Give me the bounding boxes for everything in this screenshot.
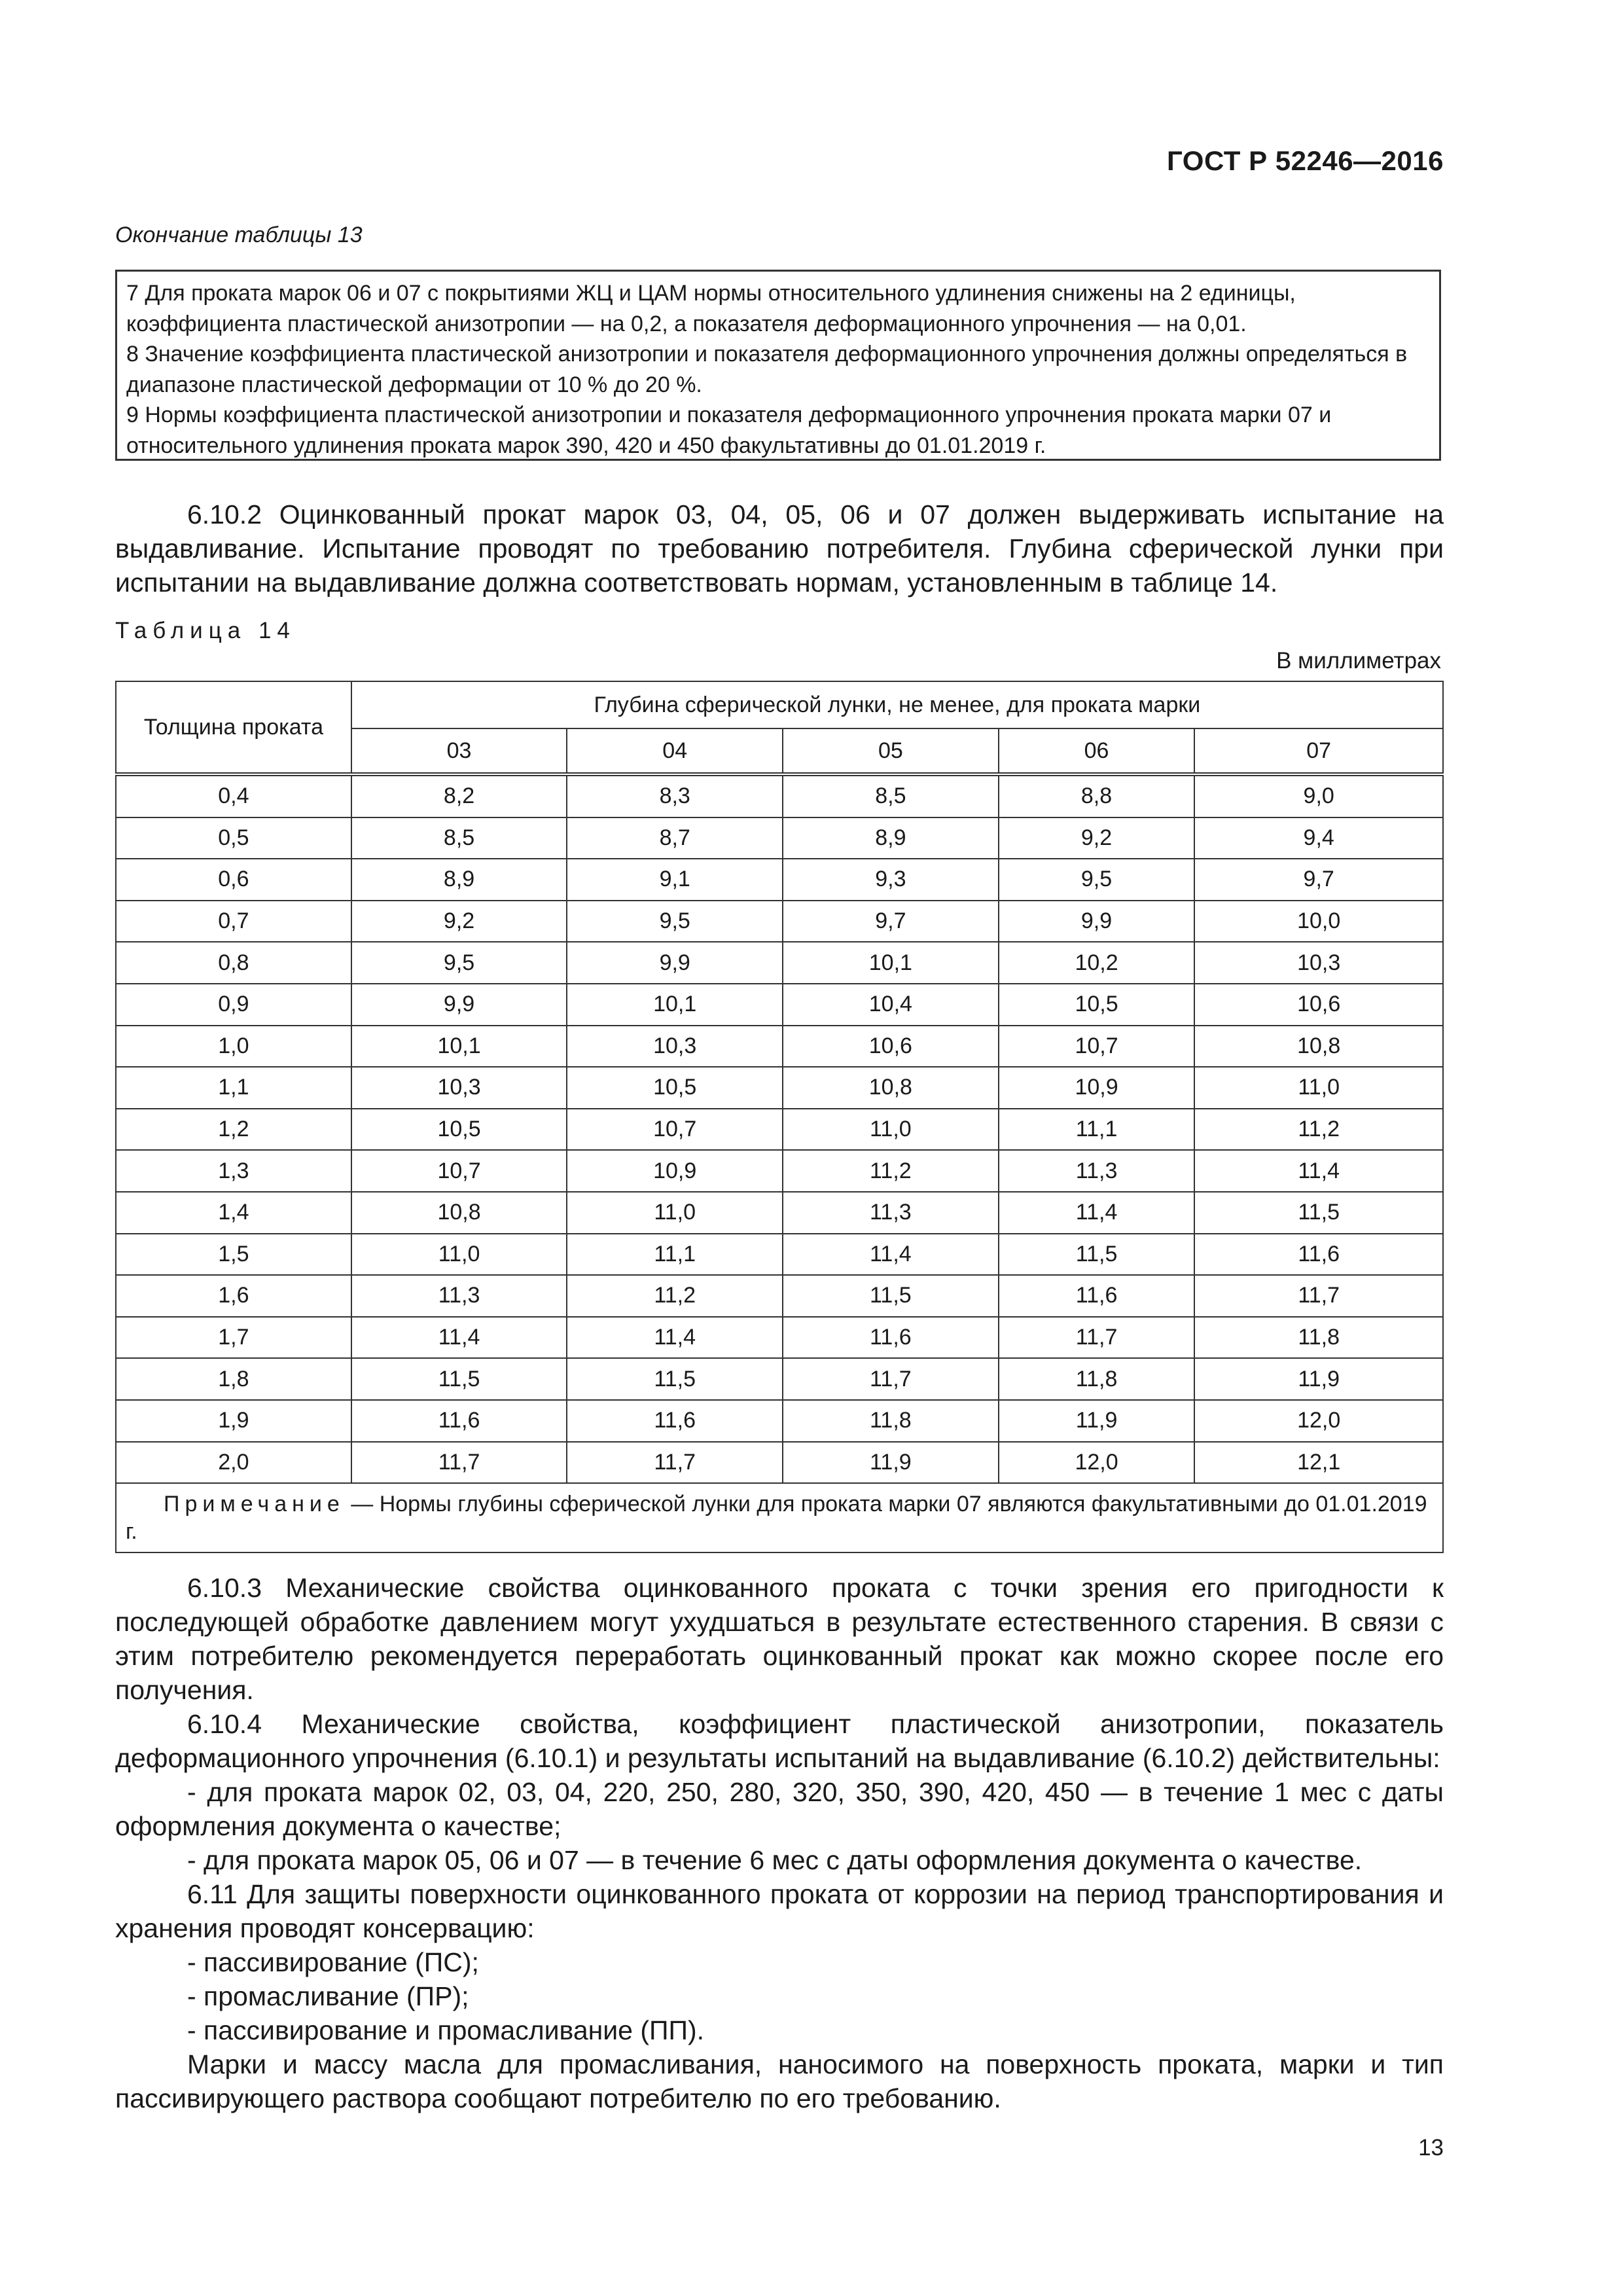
page-number: 13 (1418, 2135, 1444, 2161)
depth-cell: 11,6 (351, 1400, 567, 1442)
depth-cell: 10,9 (999, 1067, 1195, 1109)
table13-note-9: 9 Нормы коэффициента пластической анизотропии и показателя деформационного упрочнения проката марки 07 и относительного удлинения проката марок 390, 420 и 450 факультативны до 01.01.2019 г. (126, 403, 1332, 458)
depth-cell: 10,8 (1194, 1026, 1443, 1067)
depth-cell: 12,0 (999, 1442, 1195, 1484)
thickness-cell: 1,5 (116, 1234, 351, 1276)
depth-cell: 11,9 (999, 1400, 1195, 1442)
depth-cell: 11,8 (999, 1358, 1195, 1400)
depth-cell: 11,7 (567, 1442, 783, 1484)
header-depth-group: Глубина сферической лунки, не менее, для проката марки (351, 681, 1443, 728)
standard-code: ГОСТ Р 52246—2016 (1167, 145, 1444, 176)
depth-cell: 8,5 (351, 817, 567, 859)
depth-cell: 10,6 (783, 1026, 999, 1067)
depth-cell: 11,7 (999, 1317, 1195, 1359)
table14-note (116, 1483, 1443, 1552)
depth-cell: 11,3 (999, 1150, 1195, 1192)
depth-cell: 12,1 (1194, 1442, 1443, 1484)
depth-cell: 11,5 (1194, 1192, 1443, 1234)
table-row (116, 774, 1443, 817)
depth-cell: 9,3 (783, 859, 999, 901)
table-row (116, 1067, 1443, 1109)
depth-cell: 10,0 (1194, 901, 1443, 942)
depth-cell: 11,0 (783, 1109, 999, 1151)
depth-cell: 11,5 (351, 1358, 567, 1400)
table13-notes-box (115, 270, 1441, 461)
depth-cell: 10,5 (351, 1109, 567, 1151)
depth-cell: 10,7 (351, 1150, 567, 1192)
clause-6-10-2-text: 6.10.2 Оцинкованный прокат марок 03, 04, 05, 06 и 07 должен выдерживать испытание на выдавливание. Испытание проводят по требованию потребителя. Глубина сферической лунки при испытании на выдавливание должна соответствовать нормам, установленным в таблице 14. (115, 499, 1444, 598)
thickness-cell: 1,2 (116, 1109, 351, 1151)
depth-cell: 8,7 (567, 817, 783, 859)
table14-body (116, 774, 1443, 1483)
clause-6-11-text: 6.11 Для защиты поверхности оцинкованного проката от коррозии на период транспортирования и хранения проводят консервацию: (115, 1879, 1444, 1943)
table-row (116, 817, 1443, 859)
depth-cell: 11,1 (999, 1109, 1195, 1151)
table13-note-8: 8 Значение коэффициента пластической анизотропии и показателя деформационного упрочнения должны определяться в диапазоне пластической деформации от 10 % до 20 %. (126, 342, 1408, 397)
table14 (115, 681, 1444, 1553)
depth-cell: 11,4 (1194, 1150, 1443, 1192)
table-continuation-caption: Окончание таблицы 13 (115, 223, 363, 247)
header-grade: 06 (999, 728, 1195, 774)
depth-cell: 11,0 (351, 1234, 567, 1276)
depth-cell: 11,4 (783, 1234, 999, 1276)
table-row (116, 1400, 1443, 1442)
thickness-cell: 0,4 (116, 774, 351, 817)
depth-cell: 11,1 (567, 1234, 783, 1276)
thickness-cell: 1,9 (116, 1400, 351, 1442)
table-row (116, 1358, 1443, 1400)
note-label: Примечание (164, 1492, 345, 1517)
table-row (116, 1150, 1443, 1192)
depth-cell: 8,5 (783, 774, 999, 817)
table-row (116, 984, 1443, 1026)
depth-cell: 9,9 (351, 984, 567, 1026)
thickness-cell: 1,3 (116, 1150, 351, 1192)
clause-6-10-2 (115, 497, 1444, 600)
depth-cell: 10,5 (999, 984, 1195, 1026)
depth-cell: 11,3 (783, 1192, 999, 1234)
table14-units: В миллиметрах (1276, 648, 1441, 673)
depth-cell: 9,7 (783, 901, 999, 942)
depth-cell: 9,9 (999, 901, 1195, 942)
depth-cell: 11,8 (783, 1400, 999, 1442)
list-item: - пассивирование (ПС); (187, 1947, 479, 1977)
header-grade: 05 (783, 728, 999, 774)
depth-cell: 10,7 (567, 1109, 783, 1151)
depth-cell: 10,4 (783, 984, 999, 1026)
depth-cell: 8,9 (351, 859, 567, 901)
thickness-cell: 0,5 (116, 817, 351, 859)
depth-cell: 11,7 (1194, 1275, 1443, 1317)
thickness-cell: 0,6 (116, 859, 351, 901)
depth-cell: 10,8 (351, 1192, 567, 1234)
depth-cell: 11,6 (999, 1275, 1195, 1317)
depth-cell: 11,4 (351, 1317, 567, 1359)
thickness-cell: 2,0 (116, 1442, 351, 1484)
depth-cell: 11,5 (999, 1234, 1195, 1276)
depth-cell: 10,3 (1194, 942, 1443, 984)
depth-cell: 11,3 (351, 1275, 567, 1317)
depth-cell: 10,6 (1194, 984, 1443, 1026)
depth-cell: 11,5 (783, 1275, 999, 1317)
depth-cell: 11,5 (567, 1358, 783, 1400)
thickness-cell: 1,6 (116, 1275, 351, 1317)
thickness-cell: 0,9 (116, 984, 351, 1026)
depth-cell: 8,8 (999, 774, 1195, 817)
clause-6-10-4-text: 6.10.4 Механические свойства, коэффициент пластической анизотропии, показатель деформационного упрочнения (6.10.1) и результаты испытаний на выдавливание (6.10.2) действительны: (115, 1709, 1444, 1773)
thickness-cell: 1,1 (116, 1067, 351, 1109)
table-row (116, 1026, 1443, 1067)
depth-cell: 8,9 (783, 817, 999, 859)
depth-cell: 11,6 (567, 1400, 783, 1442)
depth-cell: 11,6 (783, 1317, 999, 1359)
list-item: - для проката марок 05, 06 и 07 — в течение 6 мес с даты оформления документа о качестве. (187, 1845, 1363, 1875)
table-row (116, 901, 1443, 942)
depth-cell: 11,2 (567, 1275, 783, 1317)
table13-note-7: 7 Для проката марок 06 и 07 с покрытиями ЖЦ и ЦАМ нормы относительного удлинения снижены на 2 единицы, коэффициента пластической анизотропии — на 0,2, а показателя деформационного упрочнения — на 0,01. (126, 281, 1296, 336)
depth-cell: 9,5 (351, 942, 567, 984)
depth-cell: 12,0 (1194, 1400, 1443, 1442)
thickness-cell: 1,7 (116, 1317, 351, 1359)
depth-cell: 11,4 (999, 1192, 1195, 1234)
depth-cell: 9,5 (999, 859, 1195, 901)
depth-cell: 10,3 (351, 1067, 567, 1109)
list-item: - для проката марок 02, 03, 04, 220, 250, 280, 320, 350, 390, 420, 450 — в течение 1 мес с даты оформления документа о качестве; (115, 1777, 1444, 1841)
thickness-cell: 1,8 (116, 1358, 351, 1400)
thickness-cell: 1,0 (116, 1026, 351, 1067)
depth-cell: 8,3 (567, 774, 783, 817)
table-row (116, 1192, 1443, 1234)
header-thickness: Толщина проката (116, 681, 351, 774)
table-row (116, 1109, 1443, 1151)
depth-cell: 11,0 (567, 1192, 783, 1234)
depth-cell: 10,1 (351, 1026, 567, 1067)
list-item: - промасливание (ПР); (187, 1981, 469, 2011)
depth-cell: 10,2 (999, 942, 1195, 984)
depth-cell: 10,9 (567, 1150, 783, 1192)
table-row (116, 1275, 1443, 1317)
table14-caption: Таблица 14 (115, 618, 296, 643)
depth-cell: 11,9 (1194, 1358, 1443, 1400)
document-page (115, 0, 1444, 2296)
table-row (116, 1442, 1443, 1484)
depth-cell: 9,0 (1194, 774, 1443, 817)
depth-cell: 10,1 (783, 942, 999, 984)
table-row (116, 1317, 1443, 1359)
depth-cell: 11,7 (351, 1442, 567, 1484)
depth-cell: 9,1 (567, 859, 783, 901)
thickness-cell: 0,8 (116, 942, 351, 984)
table-row (116, 942, 1443, 984)
depth-cell: 11,9 (783, 1442, 999, 1484)
depth-cell: 11,6 (1194, 1234, 1443, 1276)
header-grade: 07 (1194, 728, 1443, 774)
clause-6-10-3-text: 6.10.3 Механические свойства оцинкованного проката с точки зрения его пригодности к последующей обработке давлением могут ухудшаться в результате естественного старения. В связи с этим потребителю рекомендуется переработать оцинкованный прокат как можно скорее после его получения. (115, 1573, 1444, 1705)
table-row (116, 859, 1443, 901)
depth-cell: 9,2 (351, 901, 567, 942)
header-grade: 04 (567, 728, 783, 774)
note-text: — Нормы глубины сферической лунки для проката марки 07 являются факультативными до 01.01.2019 г. (126, 1492, 1427, 1545)
depth-cell: 11,0 (1194, 1067, 1443, 1109)
oil-paragraph: Марки и массу масла для промасливания, наносимого на поверхность проката, марки и тип пассивирующего раствора сообщают потребителю по его требованию. (115, 2049, 1444, 2113)
depth-cell: 10,8 (783, 1067, 999, 1109)
depth-cell: 9,5 (567, 901, 783, 942)
header-grade: 03 (351, 728, 567, 774)
depth-cell: 9,7 (1194, 859, 1443, 901)
depth-cell: 11,7 (783, 1358, 999, 1400)
depth-cell: 10,1 (567, 984, 783, 1026)
depth-cell: 11,4 (567, 1317, 783, 1359)
depth-cell: 11,8 (1194, 1317, 1443, 1359)
thickness-cell: 0,7 (116, 901, 351, 942)
table-row (116, 1234, 1443, 1276)
thickness-cell: 1,4 (116, 1192, 351, 1234)
depth-cell: 9,4 (1194, 817, 1443, 859)
depth-cell: 10,5 (567, 1067, 783, 1109)
depth-cell: 11,2 (783, 1150, 999, 1192)
depth-cell: 11,2 (1194, 1109, 1443, 1151)
depth-cell: 8,2 (351, 774, 567, 817)
depth-cell: 10,3 (567, 1026, 783, 1067)
list-item: - пассивирование и промасливание (ПП). (187, 2015, 705, 2045)
clauses-block (115, 1571, 1444, 2115)
depth-cell: 9,2 (999, 817, 1195, 859)
depth-cell: 9,9 (567, 942, 783, 984)
depth-cell: 10,7 (999, 1026, 1195, 1067)
